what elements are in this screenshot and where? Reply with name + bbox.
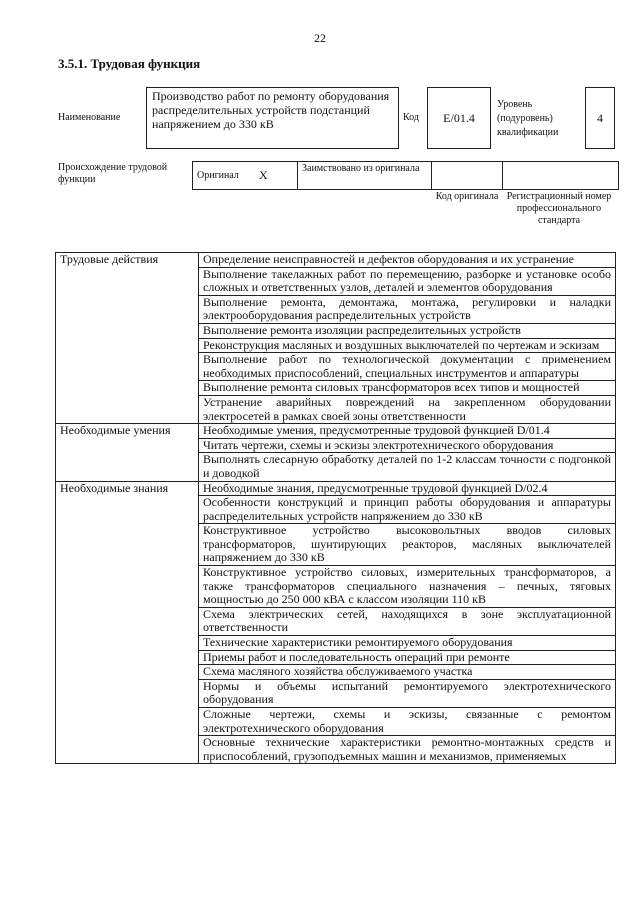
category-cell: Необходимые умения (56, 424, 199, 481)
reg-number-cell (503, 162, 619, 190)
item-cell: Выполнять слесарную обработку деталей по 1-2 классам точности с подгонкой и доводкой (199, 453, 616, 481)
labor-function-table (55, 252, 616, 764)
borrowed-label: Заимствовано из оригинала (298, 162, 432, 190)
table-row (56, 253, 616, 268)
item-cell: Реконструкция масляных и воздушных выключателей по чертежам и эскизам (199, 338, 616, 353)
origin-table (192, 161, 619, 190)
item-cell: Схема электрических сетей, находящихся в зоне эксплуатационной ответственности (199, 607, 616, 635)
item-cell: Выполнение ремонта силовых трансформаторов всех типов и мощностей (199, 381, 616, 396)
level-label: Уровень (подуровень) квалификации (497, 99, 559, 138)
section-title: 3.5.1. Трудовая функция (58, 56, 201, 71)
item-cell: Нормы и объемы испытаний ремонтируемого электротехнического оборудования (199, 679, 616, 707)
item-cell: Конструктивное устройство высоковольтных вводов силовых трансформаторов, шунтирующих реакторов, масляных выключателей напряжением до 330 кВ (199, 524, 616, 566)
level-box (585, 87, 615, 149)
origin-label: Происхождение трудовой функции (58, 162, 168, 185)
original-label: Оригинал (193, 162, 256, 190)
table-row (56, 481, 616, 496)
item-cell: Устранение аварийных повреждений на закрепленном оборудовании электросетей в рамках своей зоны ответственности (199, 395, 616, 423)
item-cell: Выполнение такелажных работ по перемещению, разборке и установке особо сложных и ответственных узлов, деталей и элементов оборудования (199, 267, 616, 295)
page-bottom-margin (0, 836, 640, 905)
item-cell: Выполнение работ по технологической документации с применением необходимых приспособлений, специальных инструментов и аппаратуры (199, 353, 616, 381)
item-cell: Конструктивное устройство силовых, измерительных трансформаторов, а также трансформаторов специального назначения – печных, тяговых мощностью до 250 000 кВА с классом изоляции 110 кВ (199, 566, 616, 608)
item-cell: Особенности конструкций и принцип работы оборудования и аппаратуры распределительных устройств напряжением до 330 кВ (199, 496, 616, 524)
reg-number-label: Регистрационный номер профессионального стандарта (506, 191, 612, 226)
name-label: Наименование (58, 112, 121, 123)
item-cell: Определение неисправностей и дефектов оборудования и их устранение (199, 253, 616, 268)
page-number: 22 (314, 31, 326, 45)
item-cell: Выполнение ремонта, демонтажа, монтажа, регулировки и наладки электрооборудования распределительных устройств (199, 295, 616, 323)
item-cell: Выполнение ремонта изоляции распределительных устройств (199, 323, 616, 338)
item-cell: Читать чертежи, схемы и эскизы электротехнического оборудования (199, 438, 616, 453)
code-original-cell (432, 162, 503, 190)
code-box (427, 87, 491, 149)
item-cell: Необходимые знания, предусмотренные трудовой функцией D/02.4 (199, 481, 616, 496)
item-cell: Необходимые умения, предусмотренные трудовой функцией D/01.4 (199, 424, 616, 439)
item-cell: Схема масляного хозяйства обслуживаемого участка (199, 665, 616, 680)
item-cell: Приемы работ и последовательность операций при ремонте (199, 650, 616, 665)
category-cell: Трудовые действия (56, 253, 199, 424)
code-original-label: Код оригинала (435, 191, 499, 202)
function-name-box (146, 87, 399, 149)
code-label: Код (403, 112, 419, 123)
item-cell: Основные технические характеристики ремонтно-монтажных средств и приспособлений, грузоподъемных машин и механизмов, применяемых (199, 736, 616, 764)
table-row (56, 424, 616, 439)
code-value: E/01.4 (443, 110, 475, 125)
level-value: 4 (597, 110, 603, 125)
original-mark: X (255, 162, 298, 190)
item-cell: Технические характеристики ремонтируемого оборудования (199, 636, 616, 651)
category-cell: Необходимые знания (56, 481, 199, 764)
function-name-value: Производство работ по ремонту оборудования распределительных устройств подстанций напряжением до 330 кВ (152, 89, 390, 131)
item-cell: Сложные чертежи, схемы и эскизы, связанные с ремонтом электротехнического оборудования (199, 708, 616, 736)
